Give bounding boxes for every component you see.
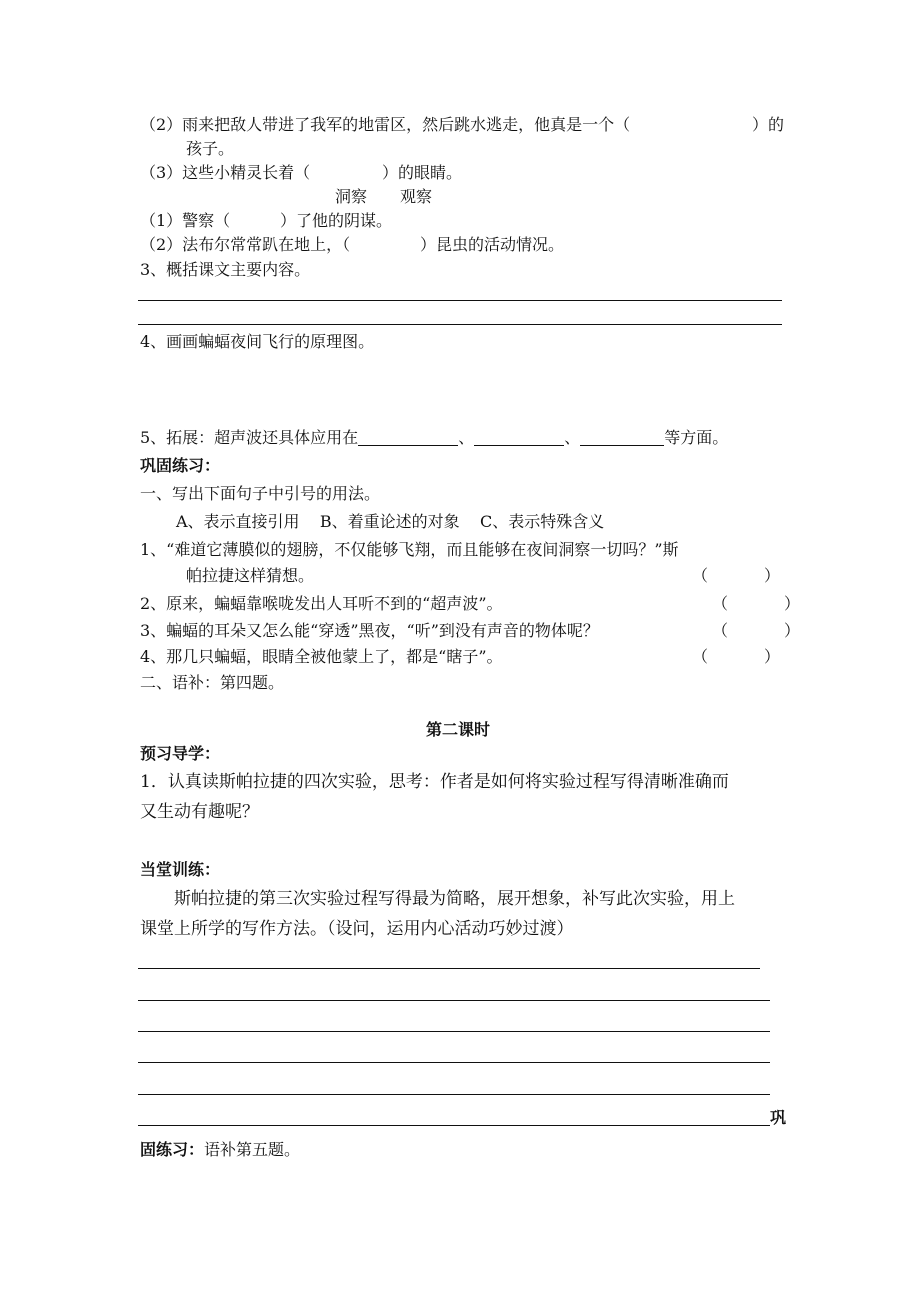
answer-paren-close: ） bbox=[764, 647, 781, 666]
answer-paren-open: （ bbox=[692, 647, 709, 666]
training-heading: 当堂训练： bbox=[140, 860, 221, 879]
c1-prompt-b: ）了他的阴谋。 bbox=[280, 211, 393, 230]
answer-paren-open: （ bbox=[712, 621, 729, 640]
answer-line[interactable] bbox=[138, 324, 782, 325]
answer-line[interactable] bbox=[138, 300, 782, 301]
lesson2-title: 第二课时 bbox=[426, 720, 491, 739]
c2-prompt-a: （2）法布尔常常趴在地上，（ bbox=[140, 235, 351, 254]
part1-title: 一、写出下面句子中引号的用法。 bbox=[140, 484, 381, 503]
part2: 二、语补：第四题。 bbox=[140, 673, 285, 692]
q2-line1 bbox=[140, 115, 630, 135]
writing-line[interactable] bbox=[138, 1094, 770, 1095]
q2-line1-text: （2）雨来把敌人带进了我军的地雷区，然后跳水逃走，他真是一个（ bbox=[140, 115, 631, 134]
q3-prompt-b: ）的眼睛。 bbox=[382, 163, 463, 182]
writing-line[interactable] bbox=[138, 1125, 770, 1126]
answer-paren-open: （ bbox=[712, 594, 729, 613]
item-4: 4、那几只蝙蝠，眼睛全被他蒙上了，都是“瞎子”。 bbox=[140, 647, 503, 666]
gong-char: 巩 bbox=[770, 1108, 787, 1127]
q4-title: 4、画画蝙蝠夜间飞行的原理图。 bbox=[140, 332, 375, 351]
writing-line[interactable] bbox=[138, 1062, 770, 1063]
word-option-1: 洞察 bbox=[335, 187, 368, 206]
final-practice bbox=[140, 1140, 300, 1160]
answer-paren-close: ） bbox=[764, 566, 781, 585]
answer-paren-open: （ bbox=[692, 566, 709, 585]
preview-line2: 又生动有趣呢？ bbox=[140, 802, 259, 822]
item-1-line2: 帕拉捷这样猜想。 bbox=[186, 566, 315, 585]
q3-prompt-a: （3）这些小精灵长着（ bbox=[140, 163, 311, 182]
writing-line[interactable] bbox=[138, 968, 760, 969]
q2-line2: 孩子。 bbox=[186, 139, 235, 158]
answer-paren-close: ） bbox=[784, 621, 801, 640]
practice-heading: 巩固练习： bbox=[140, 456, 221, 475]
writing-line[interactable] bbox=[138, 1031, 770, 1032]
word-option-2: 观察 bbox=[400, 187, 433, 206]
final-practice-label: 固练习： bbox=[140, 1140, 205, 1159]
writing-line[interactable] bbox=[138, 1000, 770, 1001]
preview-heading: 预习导学： bbox=[140, 744, 221, 763]
q5-end: 等方面。 bbox=[664, 428, 729, 447]
usage-options: A、表示直接引用 B、着重论述的对象 C、表示特殊含义 bbox=[176, 512, 605, 531]
fill-blank[interactable] bbox=[474, 429, 564, 446]
separator: 、 bbox=[458, 428, 475, 447]
separator: 、 bbox=[564, 428, 581, 447]
final-practice-text: 语补第五题。 bbox=[204, 1140, 301, 1159]
q5-line bbox=[140, 428, 728, 448]
answer-paren-close: ） bbox=[784, 594, 801, 613]
fill-blank[interactable] bbox=[580, 429, 664, 446]
item-2: 2、原来，蝙蝠靠喉咙发出人耳听不到的“超声波”。 bbox=[140, 594, 503, 613]
fill-blank[interactable] bbox=[358, 429, 458, 446]
q5-prompt: 5、拓展：超声波还具体应用在 bbox=[140, 428, 359, 447]
preview-line1: 1．认真读斯帕拉捷的四次实验，思考：作者是如何将实验过程写得清晰准确而 bbox=[140, 772, 729, 792]
item-3: 3、蝙蝠的耳朵又怎么能“穿透”黑夜，“听”到没有声音的物体呢？ bbox=[140, 621, 599, 640]
training-line2: 课堂上所学的写作方法。（设问，运用内心活动巧妙过渡） bbox=[140, 919, 574, 939]
training-line1: 斯帕拉捷的第三次实验过程写得最为简略，展开想象，补写此次实验，用上 bbox=[174, 889, 735, 909]
c1-prompt-a: （1）警察（ bbox=[140, 211, 231, 230]
c2-prompt-b: ）昆虫的活动情况。 bbox=[420, 235, 565, 254]
item-1-line1: 1、“难道它薄膜似的翅膀，不仅能够飞翔，而且能够在夜间洞察一切吗？”斯 bbox=[140, 540, 679, 559]
q2-close: ）的 bbox=[752, 115, 785, 134]
q3-title: 3、概括课文主要内容。 bbox=[140, 260, 311, 279]
